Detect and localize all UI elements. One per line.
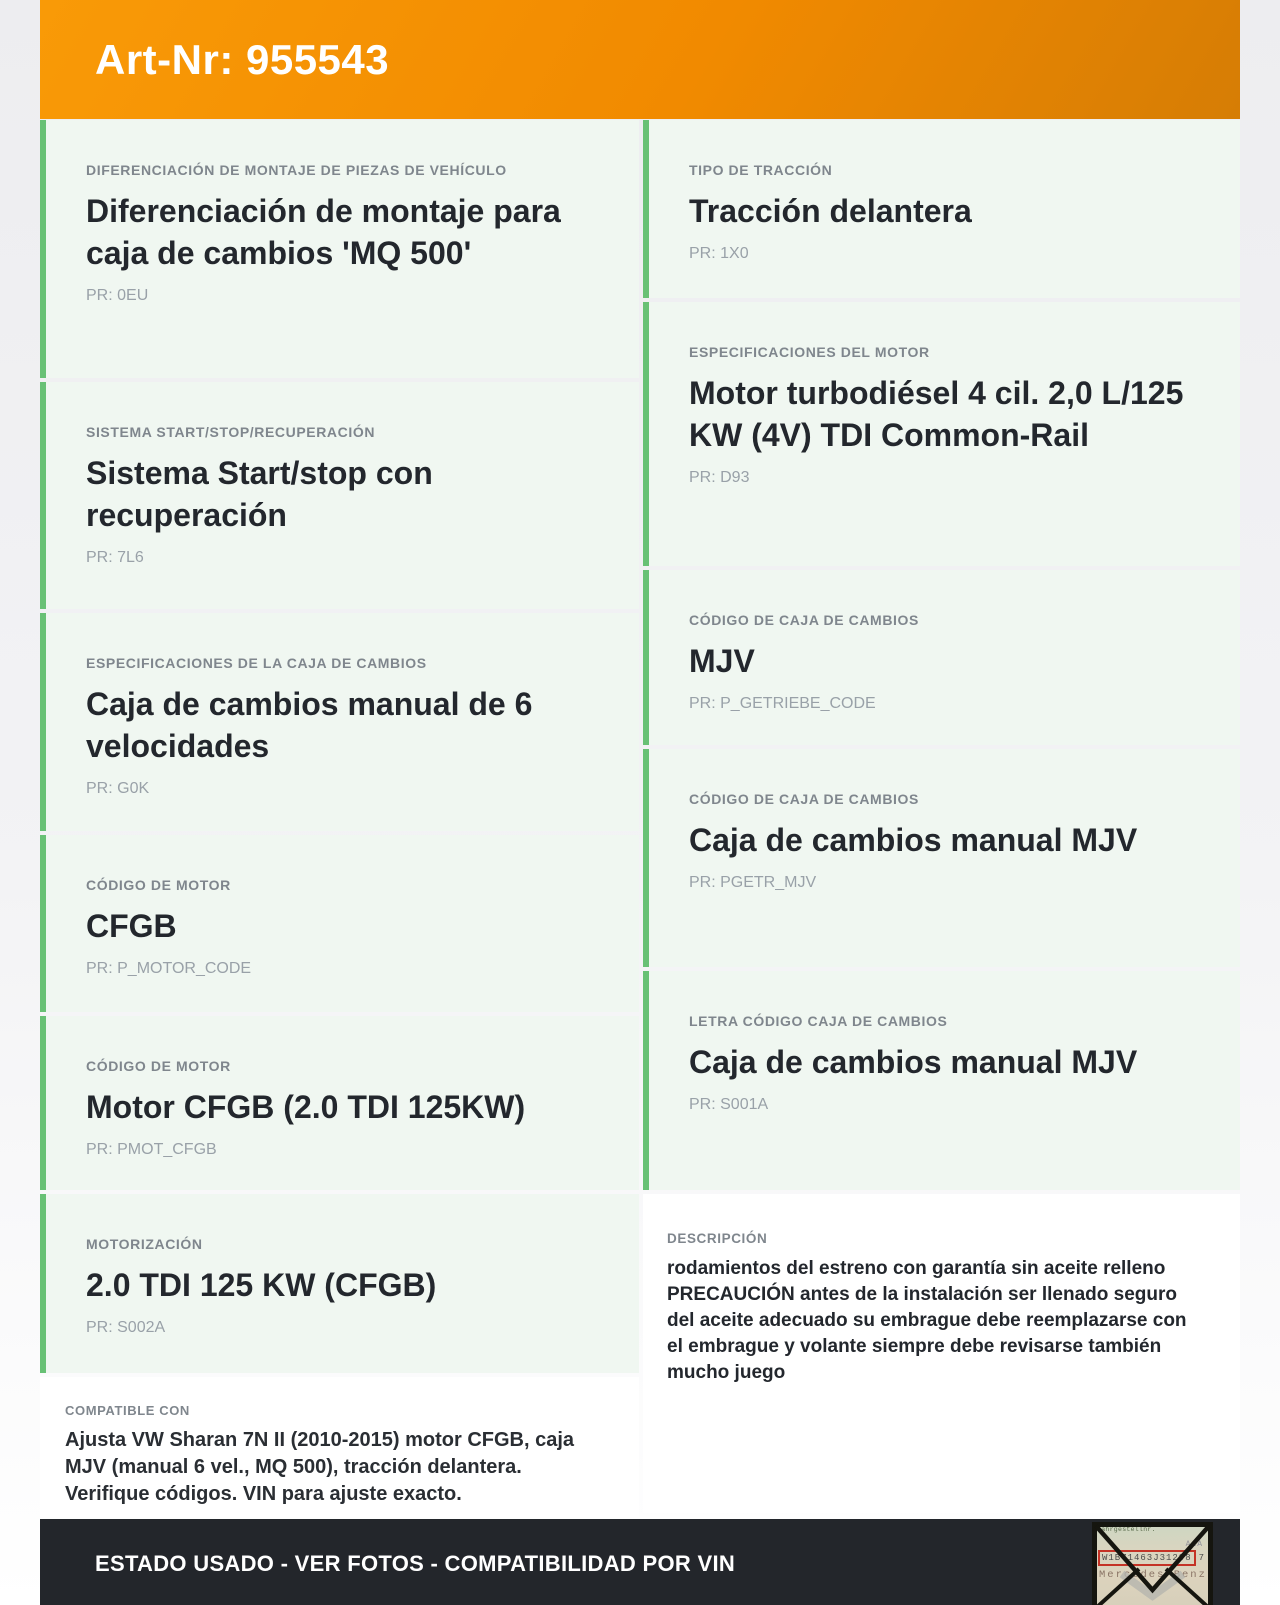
card-pr-code: PR: 1X0	[689, 245, 749, 262]
card-label: LETRA CÓDIGO CAJA DE CAMBIOS	[689, 1013, 948, 1029]
footer-status-text: ESTADO USADO - VER FOTOS - COMPATIBILIDAD POR VIN	[95, 1551, 736, 1576]
description-card	[643, 1194, 1240, 1513]
card-pr-code: PR: S001A	[689, 1096, 769, 1113]
description-label: DESCRIPCIÓN	[667, 1231, 768, 1246]
spec-card-letra-codigo-caja	[643, 971, 1240, 1190]
description-text: rodamientos del estreno con garantía sin aceite relleno PRECAUCIÓN antes de la instalación ser llenado seguro del aceite adecuado su embrague debe reemplazarse con el embrague y volante siempre debe revisarse también mucho juego	[667, 1258, 1187, 1383]
card-title: Diferenciación de montaje para caja de cambios 'MQ 500'	[86, 193, 561, 271]
card-title: Caja de cambios manual MJV	[689, 822, 1138, 858]
footer-bar	[40, 1519, 1240, 1605]
content-area	[40, 0, 1240, 1605]
card-label: CÓDIGO DE MOTOR	[86, 1058, 231, 1074]
card-pr-code: PR: PGETR_MJV	[689, 874, 817, 891]
right-column	[643, 120, 1240, 1517]
card-title: 2.0 TDI 125 KW (CFGB)	[86, 1267, 437, 1303]
card-title: Motor CFGB (2.0 TDI 125KW)	[86, 1089, 526, 1125]
card-label: DIFERENCIACIÓN DE MONTAJE DE PIEZAS DE VEHÍCULO	[86, 162, 507, 178]
left-column	[40, 120, 639, 1517]
compatible-card	[40, 1377, 639, 1517]
compatible-label: COMPATIBLE CON	[65, 1403, 190, 1418]
card-pr-code: PR: P_GETRIEBE_CODE	[689, 695, 876, 712]
card-label: ESPECIFICACIONES DE LA CAJA DE CAMBIOS	[86, 655, 427, 671]
spec-card-motor-cfgb	[40, 1016, 639, 1190]
vin-number-suffix: 7	[1198, 1553, 1206, 1563]
vin-document-image	[1092, 1522, 1213, 1605]
card-pr-code: PR: PMOT_CFGB	[86, 1141, 217, 1158]
card-label: MOTORIZACIÓN	[86, 1236, 203, 1252]
spec-card-caja-manual-mjv	[643, 749, 1240, 967]
card-label: SISTEMA START/STOP/RECUPERACIÓN	[86, 424, 376, 440]
spec-card-especificaciones-motor	[643, 302, 1240, 566]
spec-card-diferenciacion-montaje	[40, 120, 639, 378]
broken-image-envelope-icon	[1092, 1522, 1213, 1605]
card-title: Tracción delantera	[689, 193, 972, 229]
card-label: CÓDIGO DE CAJA DE CAMBIOS	[689, 612, 919, 628]
card-label: CÓDIGO DE MOTOR	[86, 877, 231, 893]
vin-document-brand-text: Mercedes-Benz	[1099, 1569, 1207, 1581]
spec-card-caja-cambios	[40, 613, 639, 831]
card-pr-code: PR: S002A	[86, 1319, 166, 1336]
card-pr-code: PR: 7L6	[86, 549, 144, 566]
spec-card-codigo-motor	[40, 835, 639, 1012]
card-title: CFGB	[86, 908, 177, 944]
vin-document-corner-label: Fahrgestellnr.	[1097, 1526, 1156, 1533]
spec-card-codigo-caja-mjv	[643, 570, 1240, 745]
card-pr-code: PR: G0K	[86, 780, 150, 797]
spec-grid	[40, 120, 1240, 1517]
spec-card-tipo-traccion	[643, 120, 1240, 298]
compatible-text: Ajusta VW Sharan 7N II (2010-2015) motor CFGB, caja MJV (manual 6 vel., MQ 500), tracción delantera. Verifique códigos. VIN para ajuste exacto.	[65, 1429, 575, 1505]
card-title: Sistema Start/stop con recuperación	[86, 455, 433, 533]
card-pr-code: PR: 0EU	[86, 287, 149, 304]
card-pr-code: PR: D93	[689, 469, 750, 486]
card-label: TIPO DE TRACCIÓN	[689, 162, 833, 178]
vin-number-redbox: W1B71463J31298	[1098, 1550, 1196, 1566]
card-title: Motor turbodiésel 4 cil. 2,0 L/125 KW (4V) TDI Common-Rail	[689, 375, 1184, 453]
card-pr-code: PR: P_MOTOR_CODE	[86, 960, 252, 977]
card-title: Caja de cambios manual MJV	[689, 1044, 1138, 1080]
article-number-title: Art-Nr: 955543	[95, 35, 390, 83]
vin-document-faint-text: AiA	[1185, 1540, 1203, 1549]
card-title: Caja de cambios manual de 6 velocidades	[86, 686, 533, 764]
card-label: CÓDIGO DE CAJA DE CAMBIOS	[689, 791, 919, 807]
spec-card-start-stop	[40, 382, 639, 609]
card-title: MJV	[689, 643, 755, 679]
header-banner	[40, 0, 1240, 119]
card-label: ESPECIFICACIONES DEL MOTOR	[689, 344, 930, 360]
spec-card-motorizacion	[40, 1194, 639, 1373]
